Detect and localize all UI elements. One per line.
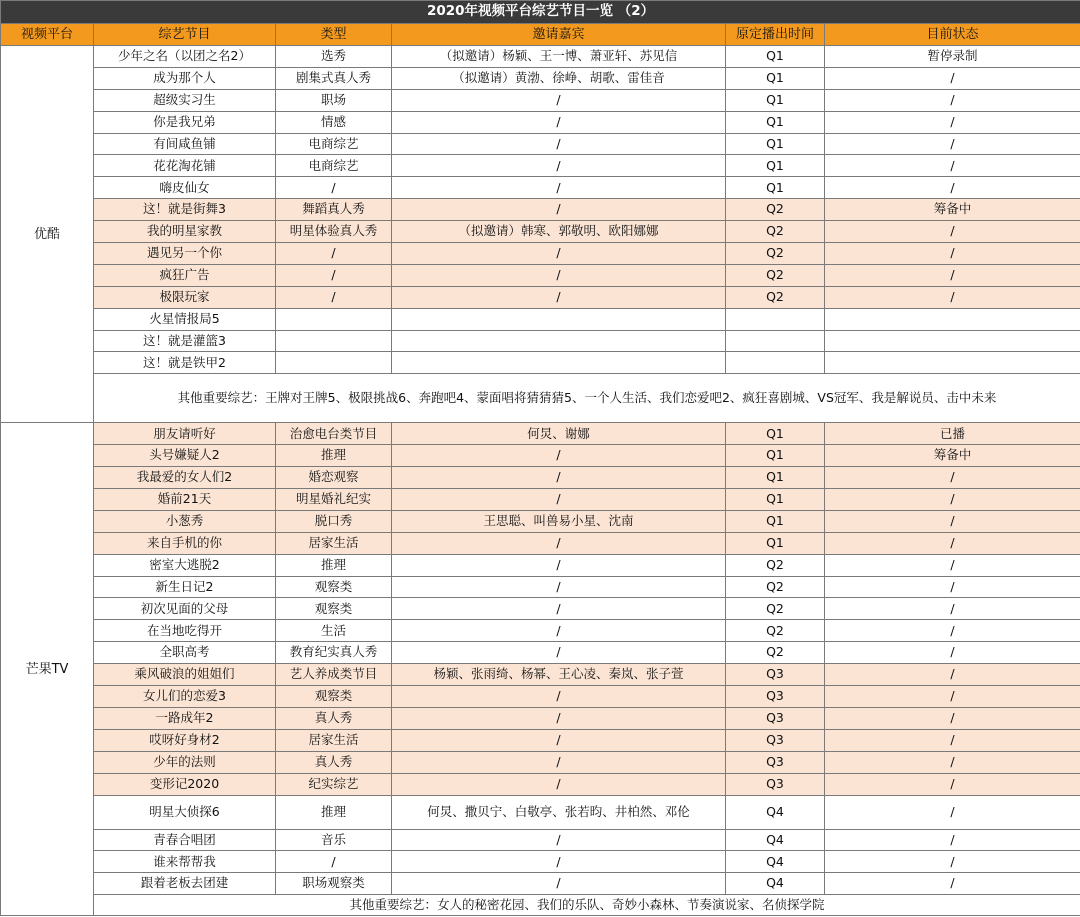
- column-header-program: 综艺节目: [94, 24, 276, 46]
- current-status: /: [825, 510, 1080, 532]
- program-type: 推理: [276, 795, 392, 829]
- table-row: [1, 829, 1080, 851]
- current-status: /: [825, 221, 1080, 243]
- program-type: 观察类: [276, 576, 392, 598]
- program-type: [276, 352, 392, 374]
- invited-guests: /: [392, 111, 726, 133]
- current-status: /: [825, 620, 1080, 642]
- invited-guests: /: [392, 707, 726, 729]
- air-time: Q1: [726, 489, 825, 511]
- program-type: 居家生活: [276, 532, 392, 554]
- invited-guests: [392, 352, 726, 374]
- table-row: [1, 243, 1080, 265]
- platform-cell: 优酷: [1, 46, 94, 423]
- air-time: Q2: [726, 598, 825, 620]
- air-time: Q3: [726, 664, 825, 686]
- invited-guests: /: [392, 133, 726, 155]
- program-type: /: [276, 286, 392, 308]
- current-status: /: [825, 664, 1080, 686]
- current-status: /: [825, 532, 1080, 554]
- current-status: /: [825, 554, 1080, 576]
- invited-guests: /: [392, 554, 726, 576]
- column-header-air-time: 原定播出时间: [726, 24, 825, 46]
- invited-guests: /: [392, 729, 726, 751]
- current-status: /: [825, 795, 1080, 829]
- program-name: 头号嫌疑人2: [94, 445, 276, 467]
- air-time: Q4: [726, 829, 825, 851]
- current-status: /: [825, 707, 1080, 729]
- invited-guests: /: [392, 851, 726, 873]
- air-time: Q2: [726, 642, 825, 664]
- invited-guests: /: [392, 489, 726, 511]
- program-name: 哎呀好身材2: [94, 729, 276, 751]
- table-row: [1, 642, 1080, 664]
- program-name: 这！就是街舞3: [94, 199, 276, 221]
- air-time: Q1: [726, 467, 825, 489]
- program-name: 你是我兄弟: [94, 111, 276, 133]
- air-time: Q3: [726, 751, 825, 773]
- invited-guests: /: [392, 243, 726, 265]
- program-type: 婚恋观察: [276, 467, 392, 489]
- program-type: /: [276, 243, 392, 265]
- program-type: [276, 308, 392, 330]
- current-status: [825, 352, 1080, 374]
- current-status: 暂停录制: [825, 46, 1080, 68]
- program-type: 教育纪实真人秀: [276, 642, 392, 664]
- current-status: /: [825, 829, 1080, 851]
- table-row: [1, 199, 1080, 221]
- invited-guests: [392, 308, 726, 330]
- invited-guests: /: [392, 286, 726, 308]
- table-row: [1, 423, 1080, 445]
- current-status: /: [825, 851, 1080, 873]
- table-row: [1, 133, 1080, 155]
- air-time: Q1: [726, 67, 825, 89]
- program-name: 乘风破浪的姐姐们: [94, 664, 276, 686]
- program-name: 花花淘花铺: [94, 155, 276, 177]
- program-type: 情感: [276, 111, 392, 133]
- invited-guests: [392, 330, 726, 352]
- air-time: Q2: [726, 243, 825, 265]
- air-time: Q2: [726, 554, 825, 576]
- program-type: 职场: [276, 89, 392, 111]
- table-row: [1, 576, 1080, 598]
- table-row: [1, 489, 1080, 511]
- program-name: 一路成年2: [94, 707, 276, 729]
- program-name: 全职高考: [94, 642, 276, 664]
- current-status: /: [825, 264, 1080, 286]
- air-time: Q1: [726, 155, 825, 177]
- program-type: 观察类: [276, 686, 392, 708]
- current-status: /: [825, 576, 1080, 598]
- air-time: Q1: [726, 445, 825, 467]
- table-row: [1, 330, 1080, 352]
- air-time: Q3: [726, 729, 825, 751]
- program-name: 嗨皮仙女: [94, 177, 276, 199]
- other-programs-row: [1, 895, 1080, 916]
- program-name: 密室大逃脱2: [94, 554, 276, 576]
- current-status: /: [825, 155, 1080, 177]
- table-row: [1, 773, 1080, 795]
- invited-guests: /: [392, 467, 726, 489]
- invited-guests: /: [392, 532, 726, 554]
- current-status: 筹备中: [825, 445, 1080, 467]
- invited-guests: /: [392, 873, 726, 895]
- other-programs-note: 其他重要综艺：王牌对王牌5、极限挑战6、奔跑吧4、蒙面唱将猜猜猜5、一个人生活、我们恋爱吧2、疯狂喜剧城、VS冠军、我是解说员、击中未来: [94, 374, 1080, 423]
- program-type: 观察类: [276, 598, 392, 620]
- program-name: 这！就是灌篮3: [94, 330, 276, 352]
- program-type: 脱口秀: [276, 510, 392, 532]
- program-type: 剧集式真人秀: [276, 67, 392, 89]
- table-row: [1, 510, 1080, 532]
- program-name: 谁来帮帮我: [94, 851, 276, 873]
- program-type: 电商综艺: [276, 155, 392, 177]
- invited-guests: /: [392, 686, 726, 708]
- current-status: /: [825, 67, 1080, 89]
- air-time: Q2: [726, 264, 825, 286]
- table-row: [1, 729, 1080, 751]
- program-type: 职场观察类: [276, 873, 392, 895]
- air-time: Q2: [726, 199, 825, 221]
- program-name: 初次见面的父母: [94, 598, 276, 620]
- table-row: [1, 751, 1080, 773]
- current-status: /: [825, 773, 1080, 795]
- program-type: 音乐: [276, 829, 392, 851]
- program-type: [276, 330, 392, 352]
- air-time: Q1: [726, 133, 825, 155]
- column-header-platform: 视频平台: [1, 24, 94, 46]
- table-row: [1, 286, 1080, 308]
- air-time: Q4: [726, 873, 825, 895]
- current-status: /: [825, 286, 1080, 308]
- table-row: [1, 686, 1080, 708]
- invited-guests: /: [392, 199, 726, 221]
- current-status: /: [825, 751, 1080, 773]
- current-status: /: [825, 111, 1080, 133]
- table-row: [1, 851, 1080, 873]
- invited-guests: 何炅、谢娜: [392, 423, 726, 445]
- program-type: 纪实综艺: [276, 773, 392, 795]
- air-time: [726, 352, 825, 374]
- air-time: [726, 308, 825, 330]
- air-time: Q1: [726, 111, 825, 133]
- program-type: 生活: [276, 620, 392, 642]
- current-status: /: [825, 489, 1080, 511]
- program-type: 居家生活: [276, 729, 392, 751]
- program-name: 我的明星家教: [94, 221, 276, 243]
- table-row: [1, 620, 1080, 642]
- invited-guests: （拟邀请）黄渤、徐峥、胡歌、雷佳音: [392, 67, 726, 89]
- table-row: [1, 445, 1080, 467]
- program-type: 明星体验真人秀: [276, 221, 392, 243]
- table-row: [1, 111, 1080, 133]
- program-type: 舞蹈真人秀: [276, 199, 392, 221]
- invited-guests: /: [392, 264, 726, 286]
- column-header-status: 目前状态: [825, 24, 1080, 46]
- program-name: 朋友请听好: [94, 423, 276, 445]
- table-row: [1, 664, 1080, 686]
- table-row: [1, 67, 1080, 89]
- current-status: [825, 330, 1080, 352]
- program-type: 真人秀: [276, 707, 392, 729]
- current-status: [825, 308, 1080, 330]
- program-name: 有间咸鱼铺: [94, 133, 276, 155]
- program-name: 疯狂广告: [94, 264, 276, 286]
- table-row: [1, 467, 1080, 489]
- invited-guests: /: [392, 155, 726, 177]
- program-name: 火星情报局5: [94, 308, 276, 330]
- current-status: /: [825, 598, 1080, 620]
- air-time: Q1: [726, 532, 825, 554]
- platform-cell: 芒果TV: [1, 423, 94, 916]
- air-time: Q2: [726, 286, 825, 308]
- current-status: 筹备中: [825, 199, 1080, 221]
- air-time: Q3: [726, 686, 825, 708]
- table-row: [1, 89, 1080, 111]
- current-status: 已播: [825, 423, 1080, 445]
- current-status: /: [825, 89, 1080, 111]
- program-name: 超级实习生: [94, 89, 276, 111]
- invited-guests: 何炅、撒贝宁、白敬亭、张若昀、井柏然、邓伦: [392, 795, 726, 829]
- invited-guests: （拟邀请）杨颖、王一博、萧亚轩、苏见信: [392, 46, 726, 68]
- program-name: 在当地吃得开: [94, 620, 276, 642]
- invited-guests: /: [392, 576, 726, 598]
- program-type: 明星婚礼纪实: [276, 489, 392, 511]
- table-row: [1, 598, 1080, 620]
- current-status: /: [825, 243, 1080, 265]
- invited-guests: /: [392, 598, 726, 620]
- table-row: [1, 308, 1080, 330]
- program-type: 真人秀: [276, 751, 392, 773]
- program-name: 婚前21天: [94, 489, 276, 511]
- table-row: [1, 873, 1080, 895]
- table-row: [1, 795, 1080, 829]
- table-row: [1, 554, 1080, 576]
- invited-guests: /: [392, 773, 726, 795]
- program-name: 小葱秀: [94, 510, 276, 532]
- program-name: 跟着老板去团建: [94, 873, 276, 895]
- table-row: [1, 221, 1080, 243]
- program-type: /: [276, 264, 392, 286]
- program-name: 这！就是铁甲2: [94, 352, 276, 374]
- invited-guests: （拟邀请）韩寒、郭敬明、欧阳娜娜: [392, 221, 726, 243]
- table-title: 2020年视频平台综艺节目一览 （2）: [1, 1, 1080, 24]
- air-time: Q4: [726, 795, 825, 829]
- program-type: /: [276, 851, 392, 873]
- current-status: /: [825, 133, 1080, 155]
- air-time: Q1: [726, 177, 825, 199]
- air-time: [726, 330, 825, 352]
- current-status: /: [825, 729, 1080, 751]
- current-status: /: [825, 873, 1080, 895]
- invited-guests: /: [392, 829, 726, 851]
- program-name: 变形记2020: [94, 773, 276, 795]
- air-time: Q2: [726, 620, 825, 642]
- program-name: 遇见另一个你: [94, 243, 276, 265]
- invited-guests: 王思聪、叫兽易小星、沈南: [392, 510, 726, 532]
- program-name: 明星大侦探6: [94, 795, 276, 829]
- table-row: [1, 707, 1080, 729]
- invited-guests: /: [392, 89, 726, 111]
- table-row: [1, 155, 1080, 177]
- program-name: 成为那个人: [94, 67, 276, 89]
- table-row: [1, 264, 1080, 286]
- invited-guests: 杨颖、张雨绮、杨幂、王心凌、秦岚、张子萱: [392, 664, 726, 686]
- invited-guests: /: [392, 445, 726, 467]
- program-name: 女儿们的恋爱3: [94, 686, 276, 708]
- invited-guests: /: [392, 751, 726, 773]
- table-row: [1, 532, 1080, 554]
- table-row: [1, 352, 1080, 374]
- program-type: 选秀: [276, 46, 392, 68]
- column-header-type: 类型: [276, 24, 392, 46]
- program-type: /: [276, 177, 392, 199]
- program-type: 治愈电台类节目: [276, 423, 392, 445]
- table-row: [1, 46, 1080, 68]
- other-programs-row: [1, 374, 1080, 423]
- air-time: Q1: [726, 423, 825, 445]
- program-name: 少年的法则: [94, 751, 276, 773]
- table-body: [1, 46, 1080, 916]
- air-time: Q3: [726, 707, 825, 729]
- program-type: 推理: [276, 554, 392, 576]
- current-status: /: [825, 467, 1080, 489]
- program-name: 少年之名（以团之名2）: [94, 46, 276, 68]
- program-name: 我最爱的女人们2: [94, 467, 276, 489]
- invited-guests: /: [392, 642, 726, 664]
- program-name: 新生日记2: [94, 576, 276, 598]
- program-type: 推理: [276, 445, 392, 467]
- current-status: /: [825, 642, 1080, 664]
- air-time: Q1: [726, 46, 825, 68]
- program-type: 艺人养成类节目: [276, 664, 392, 686]
- air-time: Q1: [726, 89, 825, 111]
- program-name: 来自手机的你: [94, 532, 276, 554]
- air-time: Q4: [726, 851, 825, 873]
- program-name: 青春合唱团: [94, 829, 276, 851]
- invited-guests: /: [392, 620, 726, 642]
- air-time: Q3: [726, 773, 825, 795]
- table-row: [1, 177, 1080, 199]
- current-status: /: [825, 177, 1080, 199]
- air-time: Q2: [726, 221, 825, 243]
- current-status: /: [825, 686, 1080, 708]
- column-header-guests: 邀请嘉宾: [392, 24, 726, 46]
- other-programs-note: 其他重要综艺：女人的秘密花园、我们的乐队、奇妙小森林、节奏演说家、名侦探学院: [94, 895, 1080, 916]
- air-time: Q1: [726, 510, 825, 532]
- air-time: Q2: [726, 576, 825, 598]
- invited-guests: /: [392, 177, 726, 199]
- program-type: 电商综艺: [276, 133, 392, 155]
- program-name: 极限玩家: [94, 286, 276, 308]
